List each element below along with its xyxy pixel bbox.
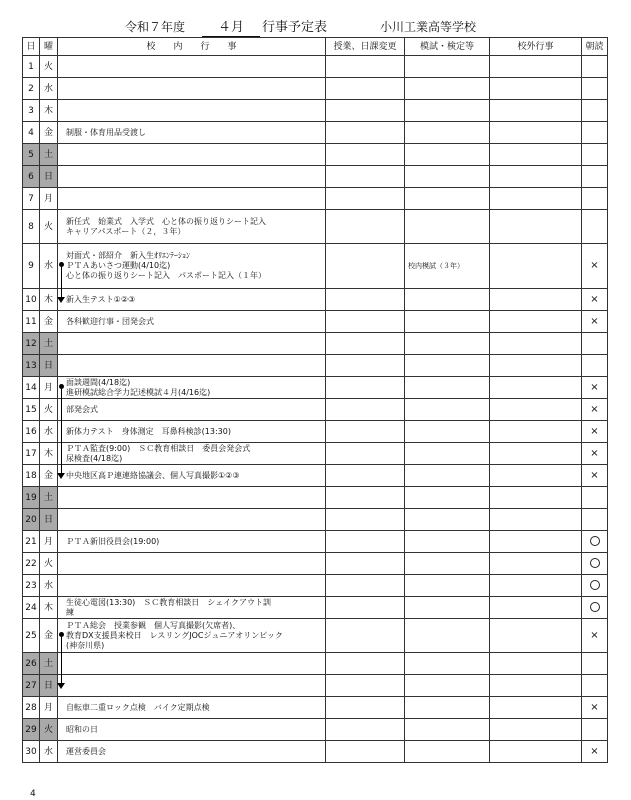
outside-event-cell: [490, 355, 582, 377]
school-event-cell: [58, 487, 326, 509]
day-cell: 14: [23, 377, 40, 399]
day-cell: 6: [23, 166, 40, 188]
weekday-cell: 月: [40, 188, 58, 210]
table-row: [23, 311, 608, 333]
weekday-cell: 火: [40, 719, 58, 741]
weekday-cell: 日: [40, 166, 58, 188]
table-row: [23, 377, 608, 399]
school-event-cell: [58, 741, 326, 763]
weekday-cell: 水: [40, 741, 58, 763]
morning-reading-cell: ×: [582, 619, 608, 653]
event-line: 制服・体育用品受渡し: [66, 127, 146, 137]
day-cell: 7: [23, 188, 40, 210]
day-cell: 26: [23, 653, 40, 675]
outside-event-cell: [490, 122, 582, 144]
day-cell: 30: [23, 741, 40, 763]
school-event-cell: [58, 311, 326, 333]
school-event-cell: [58, 78, 326, 100]
outside-event-cell: [490, 377, 582, 399]
mock-exam-cell: [405, 575, 490, 597]
outside-event-cell: [490, 553, 582, 575]
table-row: [23, 443, 608, 465]
outside-event-cell: [490, 210, 582, 244]
document-title: 行事予定表: [262, 20, 328, 35]
table-row: [23, 122, 608, 144]
school-event-cell: [58, 166, 326, 188]
mock-exam-cell: [405, 531, 490, 553]
table-row: [23, 509, 608, 531]
mock-exam-cell: [405, 465, 490, 487]
weekday-cell: 金: [40, 465, 58, 487]
day-cell: 16: [23, 421, 40, 443]
mock-exam-cell: [405, 399, 490, 421]
morning-reading-cell: [582, 597, 608, 619]
class-change-cell: [326, 311, 405, 333]
day-cell: 4: [23, 122, 40, 144]
event-line: 進研模試総合学力記述模試４月(4/16迄): [66, 387, 211, 397]
outside-event-cell: [490, 421, 582, 443]
event-line: 心と体の振り返りシート記入 パスポート記入（１年）: [66, 271, 266, 280]
arrow-line: [61, 264, 62, 298]
day-cell: 24: [23, 597, 40, 619]
morning-reading-cell: [582, 553, 608, 575]
mock-exam-cell: [405, 675, 490, 697]
table-row: [23, 597, 608, 619]
school-event-cell: [58, 355, 326, 377]
day-cell: 2: [23, 78, 40, 100]
weekday-cell: 木: [40, 289, 58, 311]
mock-exam-cell: [405, 653, 490, 675]
class-change-cell: [326, 509, 405, 531]
morning-reading-cell: [582, 653, 608, 675]
outside-event-cell: [490, 675, 582, 697]
table-row: [23, 144, 608, 166]
col-dow: 曜: [40, 38, 58, 56]
class-change-cell: [326, 166, 405, 188]
day-cell: 19: [23, 487, 40, 509]
morning-reading-cell: [582, 166, 608, 188]
morning-reading-cell: [582, 188, 608, 210]
day-cell: 23: [23, 575, 40, 597]
mock-exam-cell: [405, 697, 490, 719]
col-school-events: 校 内 行 事: [58, 38, 326, 56]
document-header: [0, 14, 631, 36]
class-change-cell: [326, 531, 405, 553]
table-row: [23, 487, 608, 509]
weekday-cell: 日: [40, 509, 58, 531]
event-line: (神奈川県): [66, 640, 105, 650]
table-row: [23, 719, 608, 741]
mock-exam-cell: [405, 210, 490, 244]
outside-event-cell: [490, 244, 582, 289]
school-event-cell: [58, 122, 326, 144]
outside-event-cell: [490, 531, 582, 553]
morning-reading-cell: [582, 122, 608, 144]
school-event-cell: [58, 333, 326, 355]
mock-exam-cell: [405, 122, 490, 144]
school-event-cell: [58, 289, 326, 311]
outside-event-cell: [490, 697, 582, 719]
day-cell: 13: [23, 355, 40, 377]
weekday-cell: 火: [40, 399, 58, 421]
class-change-cell: [326, 289, 405, 311]
school-event-cell: [58, 56, 326, 78]
mock-exam-cell: [405, 289, 490, 311]
school-event-cell: [58, 100, 326, 122]
school-event-cell: [58, 697, 326, 719]
class-change-cell: [326, 421, 405, 443]
mock-exam-cell: [405, 377, 490, 399]
day-cell: 17: [23, 443, 40, 465]
school-event-cell: [58, 465, 326, 487]
school-event-cell: [58, 244, 326, 289]
table-row: [23, 421, 608, 443]
class-change-cell: [326, 719, 405, 741]
mock-exam-cell: [405, 421, 490, 443]
event-line: 新任式 始業式 入学式 心と体の振り返りシート記入: [66, 216, 266, 226]
weekday-cell: 水: [40, 78, 58, 100]
mock-exam-cell: [405, 741, 490, 763]
morning-reading-cell: [582, 210, 608, 244]
weekday-cell: 金: [40, 122, 58, 144]
event-line: 部発会式: [66, 404, 98, 414]
table-row: [23, 531, 608, 553]
outside-event-cell: [490, 653, 582, 675]
class-change-cell: [326, 244, 405, 289]
class-change-cell: [326, 443, 405, 465]
class-change-cell: [326, 465, 405, 487]
day-cell: 28: [23, 697, 40, 719]
school-name: 小川工業高等学校: [380, 20, 477, 34]
table-row: [23, 553, 608, 575]
circle-mark: [590, 558, 600, 568]
weekday-cell: 火: [40, 210, 58, 244]
morning-reading-cell: [582, 333, 608, 355]
event-line: 新入生テスト①②③: [66, 294, 136, 304]
day-cell: 29: [23, 719, 40, 741]
school-event-cell: [58, 421, 326, 443]
mock-exam-cell: [405, 78, 490, 100]
circle-mark: [590, 536, 600, 546]
day-cell: 10: [23, 289, 40, 311]
outside-event-cell: [490, 619, 582, 653]
class-change-cell: [326, 56, 405, 78]
outside-event-cell: [490, 399, 582, 421]
page-number: 4: [30, 789, 36, 799]
morning-reading-cell: ×: [582, 421, 608, 443]
weekday-cell: 日: [40, 675, 58, 697]
day-cell: 11: [23, 311, 40, 333]
school-event-cell: [58, 619, 326, 653]
outside-event-cell: [490, 575, 582, 597]
morning-reading-cell: ×: [582, 377, 608, 399]
class-change-cell: [326, 675, 405, 697]
table-row: [23, 465, 608, 487]
outside-event-cell: [490, 509, 582, 531]
class-change-cell: [326, 188, 405, 210]
school-event-cell: [58, 399, 326, 421]
event-line: 対面式・部紹介 新入生ｵﾘｴﾝﾃｰｼｮﾝ: [66, 251, 190, 260]
weekday-cell: 月: [40, 697, 58, 719]
weekday-cell: 水: [40, 244, 58, 289]
morning-reading-cell: ×: [582, 399, 608, 421]
table-row: [23, 399, 608, 421]
fiscal-year: 令和７年度: [125, 20, 186, 34]
arrow-line: [61, 634, 62, 684]
school-event-cell: [58, 531, 326, 553]
col-morning-reading: 朝読: [582, 38, 608, 56]
header-row: [23, 38, 608, 56]
class-change-cell: [326, 487, 405, 509]
weekday-cell: 月: [40, 377, 58, 399]
table-row: [23, 675, 608, 697]
weekday-cell: 木: [40, 100, 58, 122]
mock-exam-cell: [405, 597, 490, 619]
outside-event-cell: [490, 311, 582, 333]
weekday-cell: 金: [40, 311, 58, 333]
school-event-cell: [58, 597, 326, 619]
mock-exam-cell: 校内模試（３年）: [405, 244, 490, 289]
class-change-cell: [326, 653, 405, 675]
table-row: [23, 210, 608, 244]
class-change-cell: [326, 355, 405, 377]
weekday-cell: 金: [40, 619, 58, 653]
event-line: 面談週間(4/18迄): [66, 377, 131, 387]
mock-exam-cell: [405, 443, 490, 465]
day-cell: 27: [23, 675, 40, 697]
outside-event-cell: [490, 487, 582, 509]
morning-reading-cell: ×: [582, 311, 608, 333]
table-row: [23, 333, 608, 355]
class-change-cell: [326, 210, 405, 244]
col-class-changes: 授業、日課変更: [326, 38, 405, 56]
mock-exam-cell: [405, 100, 490, 122]
event-line: ＰＴＡ総会 授業参観 個人写真撮影(欠席者)、: [66, 620, 241, 630]
morning-reading-cell: [582, 144, 608, 166]
day-cell: 21: [23, 531, 40, 553]
mock-exam-cell: [405, 619, 490, 653]
outside-event-cell: [490, 443, 582, 465]
table-row: [23, 575, 608, 597]
class-change-cell: [326, 697, 405, 719]
circle-mark: [590, 602, 600, 612]
morning-reading-cell: [582, 509, 608, 531]
weekday-cell: 土: [40, 487, 58, 509]
col-outside-events: 校外行事: [490, 38, 582, 56]
table-row: [23, 289, 608, 311]
event-line: 中央地区高Ｐ連連絡協議会、個人写真撮影①②③: [66, 470, 240, 480]
mock-exam-cell: [405, 188, 490, 210]
morning-reading-cell: [582, 355, 608, 377]
class-change-cell: [326, 100, 405, 122]
table-row: [23, 355, 608, 377]
school-event-cell: [58, 575, 326, 597]
event-line: 新体力テスト 身体測定 耳鼻科検診(13:30): [66, 426, 231, 436]
morning-reading-cell: ×: [582, 443, 608, 465]
school-event-cell: [58, 719, 326, 741]
event-line: 生徒心電図(13:30) ＳＣ教育相談日 シェイクアウト訓: [66, 597, 271, 607]
event-line: 運営委員会: [66, 746, 106, 756]
arrow-head-icon: [57, 683, 65, 689]
class-change-cell: [326, 399, 405, 421]
day-cell: 20: [23, 509, 40, 531]
school-event-cell: [58, 188, 326, 210]
weekday-cell: 月: [40, 531, 58, 553]
arrow-line: [61, 386, 62, 474]
weekday-cell: 日: [40, 355, 58, 377]
event-line: ＰＴＡ新旧役員会(19:00): [66, 536, 160, 546]
school-event-cell: [58, 509, 326, 531]
outside-event-cell: [490, 100, 582, 122]
table-row: [23, 244, 608, 289]
morning-reading-cell: ×: [582, 741, 608, 763]
weekday-cell: 火: [40, 56, 58, 78]
col-day: 日: [23, 38, 40, 56]
table-row: [23, 166, 608, 188]
weekday-cell: 土: [40, 333, 58, 355]
event-line: 各科歓迎行事・団発会式: [66, 316, 154, 326]
weekday-cell: 木: [40, 443, 58, 465]
morning-reading-cell: [582, 531, 608, 553]
day-cell: 8: [23, 210, 40, 244]
outside-event-cell: [490, 188, 582, 210]
morning-reading-cell: [582, 100, 608, 122]
table-row: [23, 619, 608, 653]
weekday-cell: 水: [40, 575, 58, 597]
morning-reading-cell: [582, 719, 608, 741]
day-cell: 9: [23, 244, 40, 289]
event-line: 練: [66, 607, 74, 617]
event-line: ＰＴＡ監査(9:00) ＳＣ教育相談日 委員会発会式: [66, 443, 251, 453]
outside-event-cell: [490, 144, 582, 166]
outside-event-cell: [490, 333, 582, 355]
morning-reading-cell: [582, 575, 608, 597]
mock-exam-cell: [405, 166, 490, 188]
weekday-cell: 土: [40, 653, 58, 675]
school-event-cell: [58, 144, 326, 166]
month-label: ４月: [202, 16, 260, 37]
school-event-cell: [58, 675, 326, 697]
outside-event-cell: [490, 289, 582, 311]
school-event-cell: [58, 653, 326, 675]
morning-reading-cell: [582, 56, 608, 78]
morning-reading-cell: [582, 675, 608, 697]
event-line: 昭和の日: [66, 724, 98, 734]
school-event-cell: [58, 377, 326, 399]
col-mock-exams: 模試・検定等: [405, 38, 490, 56]
morning-reading-cell: ×: [582, 465, 608, 487]
outside-event-cell: [490, 741, 582, 763]
outside-event-cell: [490, 56, 582, 78]
class-change-cell: [326, 575, 405, 597]
outside-event-cell: [490, 719, 582, 741]
mock-exam-cell: [405, 56, 490, 78]
class-change-cell: [326, 377, 405, 399]
day-cell: 1: [23, 56, 40, 78]
weekday-cell: 木: [40, 597, 58, 619]
table-row: [23, 100, 608, 122]
table-row: [23, 188, 608, 210]
morning-reading-cell: ×: [582, 697, 608, 719]
mock-exam-cell: [405, 355, 490, 377]
mock-exam-cell: [405, 553, 490, 575]
outside-event-cell: [490, 78, 582, 100]
class-change-cell: [326, 144, 405, 166]
mock-exam-cell: [405, 311, 490, 333]
day-cell: 12: [23, 333, 40, 355]
circle-mark: [590, 580, 600, 590]
mock-exam-cell: [405, 333, 490, 355]
mock-exam-cell: [405, 144, 490, 166]
weekday-cell: 水: [40, 421, 58, 443]
event-line: 自転車二重ロック点検 バイク定期点検: [66, 702, 210, 712]
table-row: [23, 653, 608, 675]
schedule-table: [22, 37, 608, 763]
arrow-head-icon: [57, 297, 65, 303]
class-change-cell: [326, 333, 405, 355]
day-cell: 5: [23, 144, 40, 166]
arrow-head-icon: [57, 473, 65, 479]
event-line: ＰＴＡあいさつ運動(4/10迄): [66, 261, 171, 270]
class-change-cell: [326, 122, 405, 144]
weekday-cell: 火: [40, 553, 58, 575]
morning-reading-cell: ×: [582, 289, 608, 311]
class-change-cell: [326, 553, 405, 575]
day-cell: 3: [23, 100, 40, 122]
day-cell: 18: [23, 465, 40, 487]
outside-event-cell: [490, 465, 582, 487]
mock-exam-cell: [405, 487, 490, 509]
table-row: [23, 56, 608, 78]
day-cell: 22: [23, 553, 40, 575]
outside-event-cell: [490, 166, 582, 188]
class-change-cell: [326, 741, 405, 763]
class-change-cell: [326, 597, 405, 619]
school-event-cell: [58, 553, 326, 575]
outside-event-cell: [490, 597, 582, 619]
table-row: [23, 697, 608, 719]
day-cell: 15: [23, 399, 40, 421]
class-change-cell: [326, 619, 405, 653]
school-event-cell: [58, 210, 326, 244]
morning-reading-cell: [582, 487, 608, 509]
event-line: キャリアパスポート（２，３年）: [66, 226, 186, 236]
day-cell: 25: [23, 619, 40, 653]
morning-reading-cell: [582, 78, 608, 100]
mock-exam-cell: [405, 509, 490, 531]
mock-exam-cell: [405, 719, 490, 741]
event-line: 教育DX支援員来校日 レスリングJOCジュニアオリンピック: [66, 630, 283, 640]
school-event-cell: [58, 443, 326, 465]
class-change-cell: [326, 78, 405, 100]
table-row: [23, 78, 608, 100]
morning-reading-cell: ×: [582, 244, 608, 289]
event-line: 尿検査(4/18迄): [66, 453, 123, 463]
table-row: [23, 741, 608, 763]
weekday-cell: 土: [40, 144, 58, 166]
